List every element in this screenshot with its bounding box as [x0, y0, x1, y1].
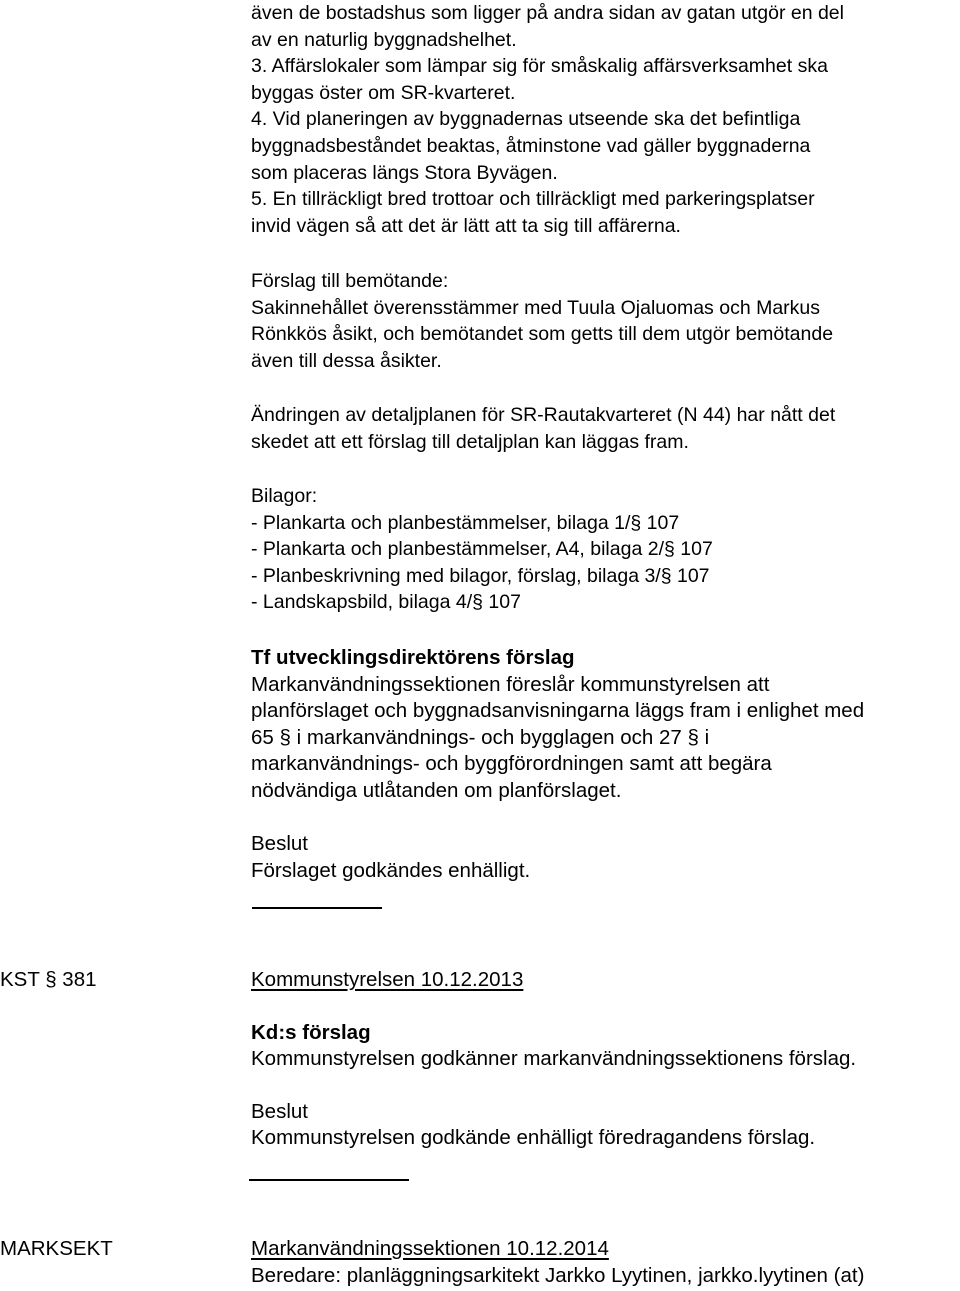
- status-paragraph: [251, 402, 956, 455]
- kst-proposal-text: Kommunstyrelsen godkänner markanvändningssektionens förslag.: [251, 1047, 857, 1071]
- status-line: skedet att ett förslag till detaljplan kan läggas fram.: [251, 430, 689, 453]
- section-divider: [252, 907, 382, 909]
- kst-proposal-heading: Kd:s förslag: [251, 1020, 371, 1044]
- proposal-line: markanvändnings- och byggförordningen samt att begära: [251, 752, 772, 776]
- response-line: Rönkkös åsikt, och bemötandet som getts till dem utgör bemötande: [251, 323, 834, 346]
- attachment-item: - Planbeskrivning med bilagor, förslag, bilaga 3/§ 107: [251, 564, 710, 587]
- proposal-line: nödvändiga utlåtanden om planförslaget.: [251, 778, 622, 802]
- response-heading: Förslag till bemötande:: [251, 270, 449, 292]
- kst-meeting-heading: Kommunstyrelsen 10.12.2013: [251, 968, 524, 991]
- list-line: 3. Affärslokaler som lämpar sig för småskalig affärsverksamhet ska: [251, 55, 828, 78]
- list-line: invid vägen så att det är lätt att ta sig till affärerna.: [251, 214, 681, 237]
- marksekt-label: MARKSEKT: [0, 1237, 113, 1260]
- spacer: [251, 1073, 956, 1099]
- proposal-line: Markanvändningssektionen föreslår kommunstyrelsen att: [251, 672, 770, 696]
- response-line: Sakinnehållet överensstämmer med Tuula Ojaluomas och Markus: [251, 296, 821, 319]
- attachment-item: - Plankarta och planbestämmelser, bilaga 1/§ 107: [251, 511, 680, 534]
- attachments-section: [251, 483, 956, 616]
- kst-decision-text: Kommunstyrelsen godkände enhälligt föredragandens förslag.: [251, 1126, 816, 1150]
- section-divider: [249, 1179, 409, 1181]
- spacer: [251, 994, 956, 1020]
- list-line: av en naturlig byggnadshelhet.: [251, 28, 517, 51]
- attachments-heading: Bilagor:: [251, 485, 318, 507]
- requirements-list: [251, 0, 956, 239]
- proposal-line: planförslaget och byggnadsanvisningarna läggs fram i enlighet med: [251, 699, 865, 723]
- kst-label: KST § 381: [0, 968, 97, 991]
- decision-section: [251, 831, 956, 884]
- list-line: som placeras längs Stora Byvägen.: [251, 161, 558, 184]
- decision-text: Förslaget godkändes enhälligt.: [251, 858, 531, 882]
- marksekt-meeting-heading: Markanvändningssektionen 10.12.2014: [251, 1237, 609, 1260]
- decision-heading: Beslut: [251, 832, 308, 855]
- marksekt-preparer: Beredare: planläggningsarkitekt Jarkko Lyytinen, jarkko.lyytinen (at): [251, 1263, 865, 1287]
- kst-decision-heading: Beslut: [251, 1099, 308, 1123]
- director-proposal-section: [251, 645, 956, 805]
- list-line: även de bostadshus som ligger på andra sidan av gatan utgör en del: [251, 2, 844, 24]
- proposal-line: 65 § i markanvändnings- och bygglagen och 27 § i: [251, 725, 710, 749]
- response-proposal: [251, 268, 956, 374]
- director-proposal-heading: Tf utvecklingsdirektörens förslag: [251, 646, 575, 669]
- marksekt-section: [251, 1236, 956, 1289]
- attachment-item: - Plankarta och planbestämmelser, A4, bilaga 2/§ 107: [251, 538, 713, 561]
- list-line: 4. Vid planeringen av byggnadernas utseende ska det befintliga: [251, 108, 801, 131]
- response-line: även till dessa åsikter.: [251, 349, 442, 372]
- attachment-item: - Landskapsbild, bilaga 4/§ 107: [251, 591, 521, 614]
- status-line: Ändringen av detaljplanen för SR-Rautakvarteret (N 44) har nått det: [251, 404, 836, 426]
- list-line: 5. En tillräckligt bred trottoar och tillräckligt med parkeringsplatser: [251, 188, 815, 211]
- list-line: byggnadsbeståndet beaktas, åtminstone vad gäller byggnaderna: [251, 134, 811, 157]
- kst-section: [251, 967, 956, 1152]
- list-line: byggas öster om SR-kvarteret.: [251, 81, 516, 104]
